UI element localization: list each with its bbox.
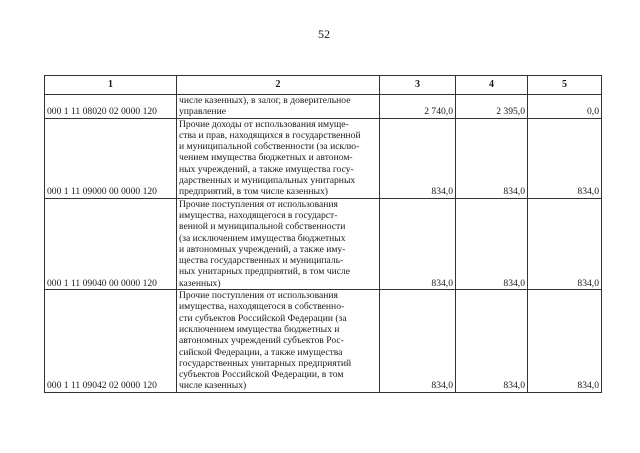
description-line: чением имущества бюджетных и автоном-	[179, 152, 353, 164]
description-cell	[177, 95, 380, 119]
description-line: казенных)	[179, 277, 221, 289]
description-line: исключением имущества бюджетных и	[179, 323, 340, 335]
description-line: Прочие поступления от использования	[179, 290, 338, 302]
amount-cell-column-5: 834,0	[528, 118, 602, 198]
amount-cell-column-5: 834,0	[528, 290, 602, 393]
amount-cell-column-4: 834,0	[456, 198, 528, 289]
amount-cell-column-5: 834,0	[528, 198, 602, 289]
description-line: ных унитарных предприятий, в том числе	[179, 266, 351, 278]
description-line: управление	[179, 106, 226, 118]
column-header-5: 5	[528, 76, 602, 95]
table-row	[45, 198, 602, 289]
description-line: сти субъектов Российской Федерации (за	[179, 312, 347, 324]
page-number: 52	[318, 27, 330, 41]
description-line: и автономных учреждений, а также иму-	[179, 243, 346, 255]
table-body	[45, 95, 602, 393]
budget-code-cell: 000 1 11 09000 00 0000 120	[45, 118, 177, 198]
budget-code-cell: 000 1 11 08020 02 0000 120	[45, 95, 177, 119]
description-line: сийской Федерации, а также имущества	[179, 346, 343, 358]
description-line: имущества, находящегося в государст-	[179, 209, 338, 221]
description-line: (за исключением имущества бюджетных	[179, 232, 346, 244]
description-line: числе казенных)	[179, 380, 247, 392]
description-line: субъектов Российской Федерации, в том	[179, 369, 344, 381]
amount-cell-column-4: 2 395,0	[456, 95, 528, 119]
description-line: Прочие поступления от использования	[179, 198, 338, 210]
description-line: и муниципальной собственности (за исклю-	[179, 141, 360, 153]
amount-cell-column-3: 834,0	[380, 290, 456, 393]
description-line: щества государственных и муниципаль-	[179, 255, 344, 267]
description-line: венной и муниципальной собственности	[179, 221, 346, 233]
budget-code-cell: 000 1 11 09040 00 0000 120	[45, 198, 177, 289]
description-cell	[177, 290, 380, 393]
description-line: государственных унитарных предприятий	[179, 357, 352, 369]
amount-cell-column-3: 834,0	[380, 198, 456, 289]
column-header-4: 4	[456, 76, 528, 95]
amount-cell-column-4: 834,0	[456, 118, 528, 198]
description-line: автономных учреждений субъектов Рос-	[179, 335, 344, 347]
amount-cell-column-3: 834,0	[380, 118, 456, 198]
description-line: предприятий, в том числе казенных)	[179, 186, 328, 198]
budget-table	[44, 75, 602, 393]
table-row	[45, 95, 602, 119]
budget-code-cell: 000 1 11 09042 02 0000 120	[45, 290, 177, 393]
description-line: имущества, находящегося в собственно-	[179, 301, 345, 313]
description-line: числе казенных), в залог, в доверительное	[179, 95, 351, 106]
description-line: ных учреждений, а также имущества госу-	[179, 163, 354, 175]
description-line: дарственных и муниципальных унитарных	[179, 175, 356, 187]
description-line: Прочие доходы от использования имуще-	[179, 118, 349, 130]
header-row	[45, 76, 602, 95]
amount-cell-column-4: 834,0	[456, 290, 528, 393]
table-row	[45, 118, 602, 198]
description-line: ства и прав, находящихся в государственной	[179, 129, 361, 141]
column-header-2: 2	[177, 76, 380, 95]
column-header-1: 1	[45, 76, 177, 95]
amount-cell-column-3: 2 740,0	[380, 95, 456, 119]
column-header-3: 3	[380, 76, 456, 95]
description-cell	[177, 118, 380, 198]
table-row	[45, 290, 602, 393]
description-cell	[177, 198, 380, 289]
amount-cell-column-5: 0,0	[528, 95, 602, 119]
